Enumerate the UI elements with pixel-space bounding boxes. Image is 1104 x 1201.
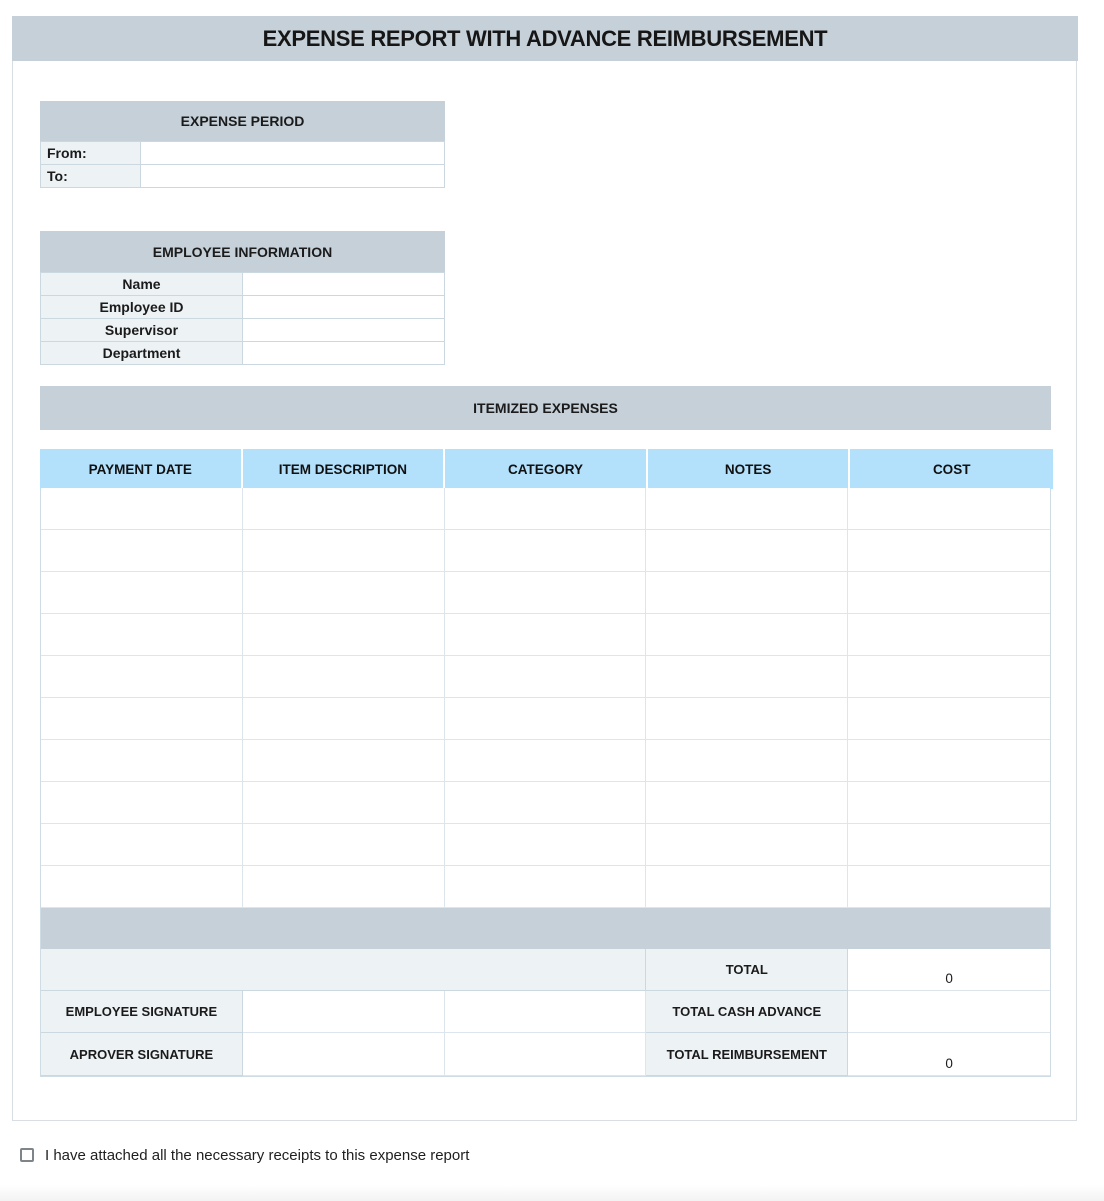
expense-cell[interactable]: [41, 866, 243, 908]
expense-period-row-to: [41, 164, 444, 187]
expense-cell[interactable]: [243, 740, 445, 782]
employee-signature-label: EMPLOYEE SIGNATURE: [41, 991, 243, 1033]
expense-cell[interactable]: [445, 488, 647, 530]
expense-cell[interactable]: [41, 572, 243, 614]
expense-table-row: [41, 782, 1050, 824]
expense-cell[interactable]: [445, 782, 647, 824]
expense-cell[interactable]: [243, 782, 445, 824]
report-title-bar: [12, 16, 1078, 61]
receipts-checkbox-label: I have attached all the necessary receipts to this expense report: [45, 1146, 470, 1164]
expense-cell[interactable]: [848, 698, 1050, 740]
employee-information-table: [40, 232, 445, 365]
receipts-checkbox[interactable]: [20, 1148, 34, 1162]
expense-cell[interactable]: [646, 866, 848, 908]
expense-period-row-from: [41, 141, 444, 164]
expense-cell[interactable]: [848, 488, 1050, 530]
name-label: Name: [41, 273, 243, 295]
expense-rows: [41, 488, 1050, 908]
total-label: TOTAL: [646, 949, 848, 991]
employee-row-name: [41, 272, 444, 295]
expense-cell[interactable]: [848, 866, 1050, 908]
expense-cell[interactable]: [41, 824, 243, 866]
employee-information-header: EMPLOYEE INFORMATION: [40, 231, 445, 272]
expense-cell[interactable]: [646, 782, 848, 824]
expense-cell[interactable]: [41, 782, 243, 824]
employee-row-supervisor: [41, 318, 444, 341]
expense-table-row: [41, 656, 1050, 698]
employee-signature-field-2[interactable]: [445, 991, 647, 1033]
total-row-spacer: [41, 949, 646, 991]
expense-cell[interactable]: [646, 824, 848, 866]
employee-id-label: Employee ID: [41, 296, 243, 318]
column-header-category: CATEGORY: [445, 449, 648, 489]
expense-cell[interactable]: [445, 614, 647, 656]
total-value: 0: [848, 949, 1050, 991]
employee-signature-row: [41, 991, 1050, 1033]
summary-divider-band: [41, 908, 1050, 949]
expense-cell[interactable]: [445, 740, 647, 782]
aprover-signature-field-2[interactable]: [445, 1033, 647, 1076]
expense-cell[interactable]: [41, 488, 243, 530]
expense-cell[interactable]: [445, 656, 647, 698]
expense-cell[interactable]: [848, 614, 1050, 656]
aprover-signature-row: [41, 1033, 1050, 1076]
employee-row-id: [41, 295, 444, 318]
column-header-item-description: ITEM DESCRIPTION: [243, 449, 446, 489]
expense-period-header: EXPENSE PERIOD: [40, 101, 445, 141]
department-label: Department: [41, 342, 243, 364]
expense-cell[interactable]: [646, 740, 848, 782]
expense-cell[interactable]: [41, 614, 243, 656]
column-header-cost: COST: [932, 461, 971, 477]
column-header-notes: NOTES: [648, 449, 851, 489]
expense-cell[interactable]: [243, 824, 445, 866]
expense-cell[interactable]: [243, 656, 445, 698]
expense-cell[interactable]: [848, 572, 1050, 614]
expense-cell[interactable]: [243, 866, 445, 908]
expense-cell[interactable]: [646, 614, 848, 656]
employee-id-value-field[interactable]: [243, 296, 444, 318]
expense-cell[interactable]: [848, 656, 1050, 698]
supervisor-label: Supervisor: [41, 319, 243, 341]
expense-cell[interactable]: [848, 740, 1050, 782]
expenses-column-header-row: [40, 449, 1053, 489]
expense-cell[interactable]: [243, 572, 445, 614]
to-label: To:: [41, 165, 141, 187]
expense-cell[interactable]: [445, 824, 647, 866]
expense-period-table: [40, 102, 445, 188]
employee-row-department: [41, 341, 444, 364]
total-row: [41, 949, 1050, 991]
department-value-field[interactable]: [243, 342, 444, 364]
expense-table-row: [41, 824, 1050, 866]
expense-table-row: [41, 530, 1050, 572]
expense-cell[interactable]: [243, 698, 445, 740]
aprover-signature-field[interactable]: [243, 1033, 445, 1076]
from-value-field[interactable]: [141, 142, 444, 164]
expense-table-row: [41, 572, 1050, 614]
column-header-payment-date: PAYMENT DATE: [40, 449, 243, 489]
itemized-expenses-table: [40, 450, 1051, 1077]
expense-table-row: [41, 698, 1050, 740]
expense-cell[interactable]: [848, 824, 1050, 866]
to-value-field[interactable]: [141, 165, 444, 187]
page-title: EXPENSE REPORT WITH ADVANCE REIMBURSEMENT: [262, 25, 828, 51]
from-label: From:: [41, 142, 141, 164]
expense-cell[interactable]: [646, 530, 848, 572]
expense-cell[interactable]: [445, 572, 647, 614]
page-bottom-strip: [0, 1185, 1104, 1201]
expense-cell[interactable]: [848, 782, 1050, 824]
expense-cell[interactable]: [646, 656, 848, 698]
total-reimbursement-label: TOTAL REIMBURSEMENT: [646, 1033, 848, 1076]
expense-cell[interactable]: [445, 530, 647, 572]
expense-cell[interactable]: [646, 572, 848, 614]
expense-table-row: [41, 740, 1050, 782]
aprover-signature-label: APROVER SIGNATURE: [41, 1033, 243, 1076]
total-reimbursement-value: 0: [848, 1033, 1050, 1076]
total-cash-advance-value-field[interactable]: [848, 991, 1050, 1033]
receipts-confirmation: [20, 1144, 469, 1166]
expense-cell[interactable]: [445, 698, 647, 740]
name-value-field[interactable]: [243, 273, 444, 295]
employee-signature-field[interactable]: [243, 991, 445, 1033]
expense-cell[interactable]: [445, 866, 647, 908]
expense-cell[interactable]: [41, 740, 243, 782]
supervisor-value-field[interactable]: [243, 319, 444, 341]
expense-cell[interactable]: [41, 698, 243, 740]
expense-table-row: [41, 488, 1050, 530]
expense-table-row: [41, 614, 1050, 656]
total-cash-advance-label: TOTAL CASH ADVANCE: [646, 991, 848, 1033]
expense-cell[interactable]: [243, 488, 445, 530]
expense-cell[interactable]: [646, 488, 848, 530]
expense-cell[interactable]: [848, 530, 1050, 572]
expense-cell[interactable]: [41, 656, 243, 698]
expense-cell[interactable]: [243, 530, 445, 572]
itemized-expenses-header: ITEMIZED EXPENSES: [40, 386, 1051, 430]
expense-cell[interactable]: [41, 530, 243, 572]
expense-table-row: [41, 866, 1050, 908]
expense-cell[interactable]: [243, 614, 445, 656]
expense-cell[interactable]: [646, 698, 848, 740]
